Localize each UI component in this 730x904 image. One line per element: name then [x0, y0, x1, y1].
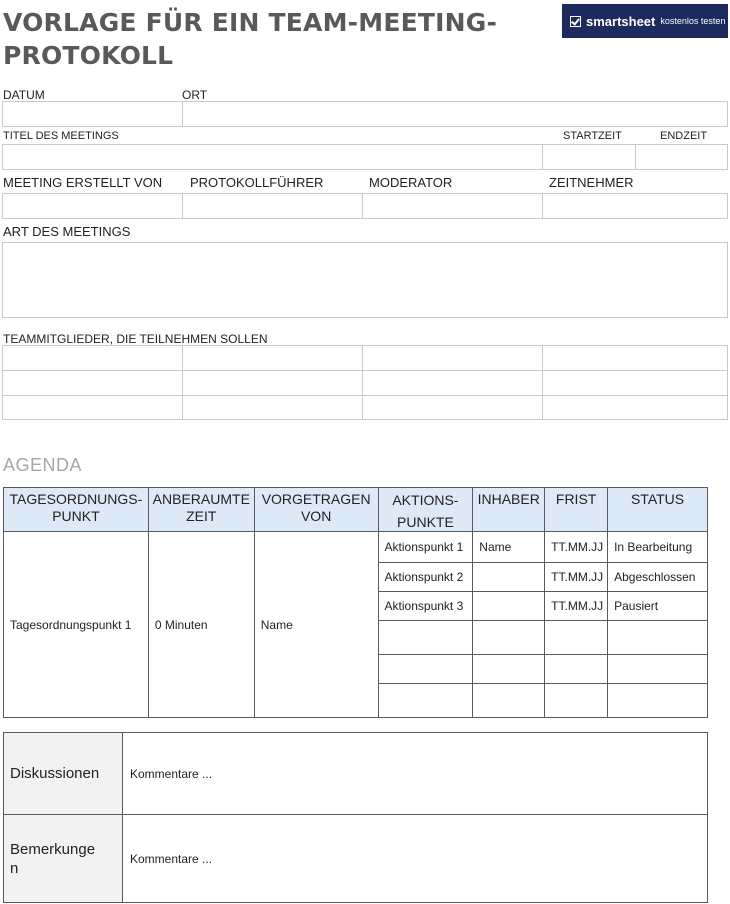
- inhaber-cell[interactable]: [473, 592, 545, 621]
- ort-field[interactable]: [182, 101, 728, 127]
- bemerkungen-field[interactable]: Kommentare ...: [123, 815, 708, 903]
- label-titel: TITEL DES MEETINGS: [3, 130, 119, 142]
- frist-cell[interactable]: [545, 655, 608, 684]
- col-header-aktion: AKTIONS- PUNKTE: [378, 488, 473, 532]
- teammitglied-field[interactable]: [542, 345, 728, 371]
- agenda-zeit-cell[interactable]: 0 Minuten: [148, 532, 254, 718]
- label-ort: ORT: [182, 88, 208, 102]
- label-datum: DATUM: [3, 88, 45, 102]
- logo-cta: kostenlos testen: [660, 16, 726, 26]
- checkmark-icon: [570, 16, 581, 27]
- notes-table: [3, 732, 708, 903]
- inhaber-cell[interactable]: [473, 684, 545, 718]
- teammitglied-field[interactable]: [182, 370, 363, 396]
- col-header-punkt: TAGESORDNUNGS- PUNKT: [4, 488, 149, 532]
- erstellt-von-field[interactable]: [2, 193, 183, 219]
- teammitglied-field[interactable]: [2, 345, 183, 371]
- teammitglied-field[interactable]: [362, 370, 543, 396]
- startzeit-field[interactable]: [542, 144, 636, 170]
- teammitglied-field[interactable]: [362, 395, 543, 420]
- inhaber-cell[interactable]: [473, 621, 545, 655]
- label-erstellt-von: MEETING ERSTELLT VON: [3, 175, 163, 190]
- aktion-cell[interactable]: [378, 655, 473, 684]
- agenda-punkt-cell[interactable]: Tagesordnungspunkt 1: [4, 532, 149, 718]
- col-header-zeit: ANBERAUMTE ZEIT: [148, 488, 254, 532]
- inhaber-cell[interactable]: [473, 563, 545, 592]
- status-cell[interactable]: Pausiert: [608, 592, 708, 621]
- teammitglied-field[interactable]: [542, 370, 728, 396]
- inhaber-cell[interactable]: [473, 655, 545, 684]
- col-header-status: STATUS: [608, 488, 708, 532]
- aktion-cell[interactable]: Aktionspunkt 3: [378, 592, 473, 621]
- aktion-cell[interactable]: [378, 621, 473, 655]
- teammitglied-field[interactable]: [182, 345, 363, 371]
- aktion-cell[interactable]: [378, 684, 473, 718]
- aktion-cell[interactable]: Aktionspunkt 2: [378, 563, 473, 592]
- col-header-vorgetragen: VORGETRAGEN VON: [254, 488, 378, 532]
- frist-cell[interactable]: [545, 684, 608, 718]
- diskussionen-label: Diskussionen: [4, 733, 123, 815]
- diskussionen-field[interactable]: Kommentare ...: [123, 733, 708, 815]
- status-cell[interactable]: [608, 684, 708, 718]
- agenda-title: AGENDA: [3, 455, 83, 475]
- status-cell[interactable]: [608, 621, 708, 655]
- agenda-header-row: [4, 488, 708, 532]
- status-cell[interactable]: In Bearbeitung: [608, 532, 708, 563]
- teammitglied-field[interactable]: [182, 395, 363, 420]
- bemerkungen-label: Bemerkunge n: [4, 815, 123, 903]
- frist-cell[interactable]: TT.MM.JJ: [545, 592, 608, 621]
- frist-cell[interactable]: TT.MM.JJ: [545, 563, 608, 592]
- titel-field[interactable]: [2, 144, 543, 170]
- frist-cell[interactable]: [545, 621, 608, 655]
- label-teammitglieder: TEAMMITGLIEDER, DIE TEILNEHMEN SOLLEN: [3, 332, 268, 346]
- label-zeitnehmer: ZEITNEHMER: [549, 175, 634, 190]
- endzeit-field[interactable]: [635, 144, 728, 170]
- zeitnehmer-field[interactable]: [542, 193, 728, 219]
- status-cell[interactable]: Abgeschlossen: [608, 563, 708, 592]
- teammitglied-field[interactable]: [2, 370, 183, 396]
- inhaber-cell[interactable]: Name: [473, 532, 545, 563]
- label-protokollfuehrer: PROTOKOLLFÜHRER: [190, 175, 324, 190]
- table-row: [4, 532, 708, 563]
- agenda-vorgetragen-cell[interactable]: Name: [254, 532, 378, 718]
- col-header-inhaber: INHABER: [473, 488, 545, 532]
- table-row: [4, 733, 708, 815]
- status-cell[interactable]: [608, 655, 708, 684]
- agenda-table: [3, 487, 708, 718]
- teammitglied-field[interactable]: [2, 395, 183, 420]
- protokollfuehrer-field[interactable]: [182, 193, 363, 219]
- label-moderator: MODERATOR: [369, 175, 453, 190]
- page-title: VORLAGE FÜR EIN TEAM-MEETING- PROTOKOLL: [3, 8, 498, 70]
- teammitglied-field[interactable]: [362, 345, 543, 371]
- smartsheet-logo-button[interactable]: [562, 4, 728, 38]
- logo-brand: smartsheet: [586, 13, 656, 29]
- col-header-frist: FRIST: [545, 488, 608, 532]
- datum-field[interactable]: [2, 101, 183, 127]
- teammitglied-field[interactable]: [542, 395, 728, 420]
- label-art: ART DES MEETINGS: [3, 224, 131, 239]
- aktion-cell[interactable]: Aktionspunkt 1: [378, 532, 473, 563]
- table-row: [4, 815, 708, 903]
- label-endzeit: ENDZEIT: [660, 130, 708, 142]
- frist-cell[interactable]: TT.MM.JJ: [545, 532, 608, 563]
- moderator-field[interactable]: [362, 193, 543, 219]
- label-startzeit: STARTZEIT: [563, 130, 622, 142]
- art-field[interactable]: [2, 242, 728, 318]
